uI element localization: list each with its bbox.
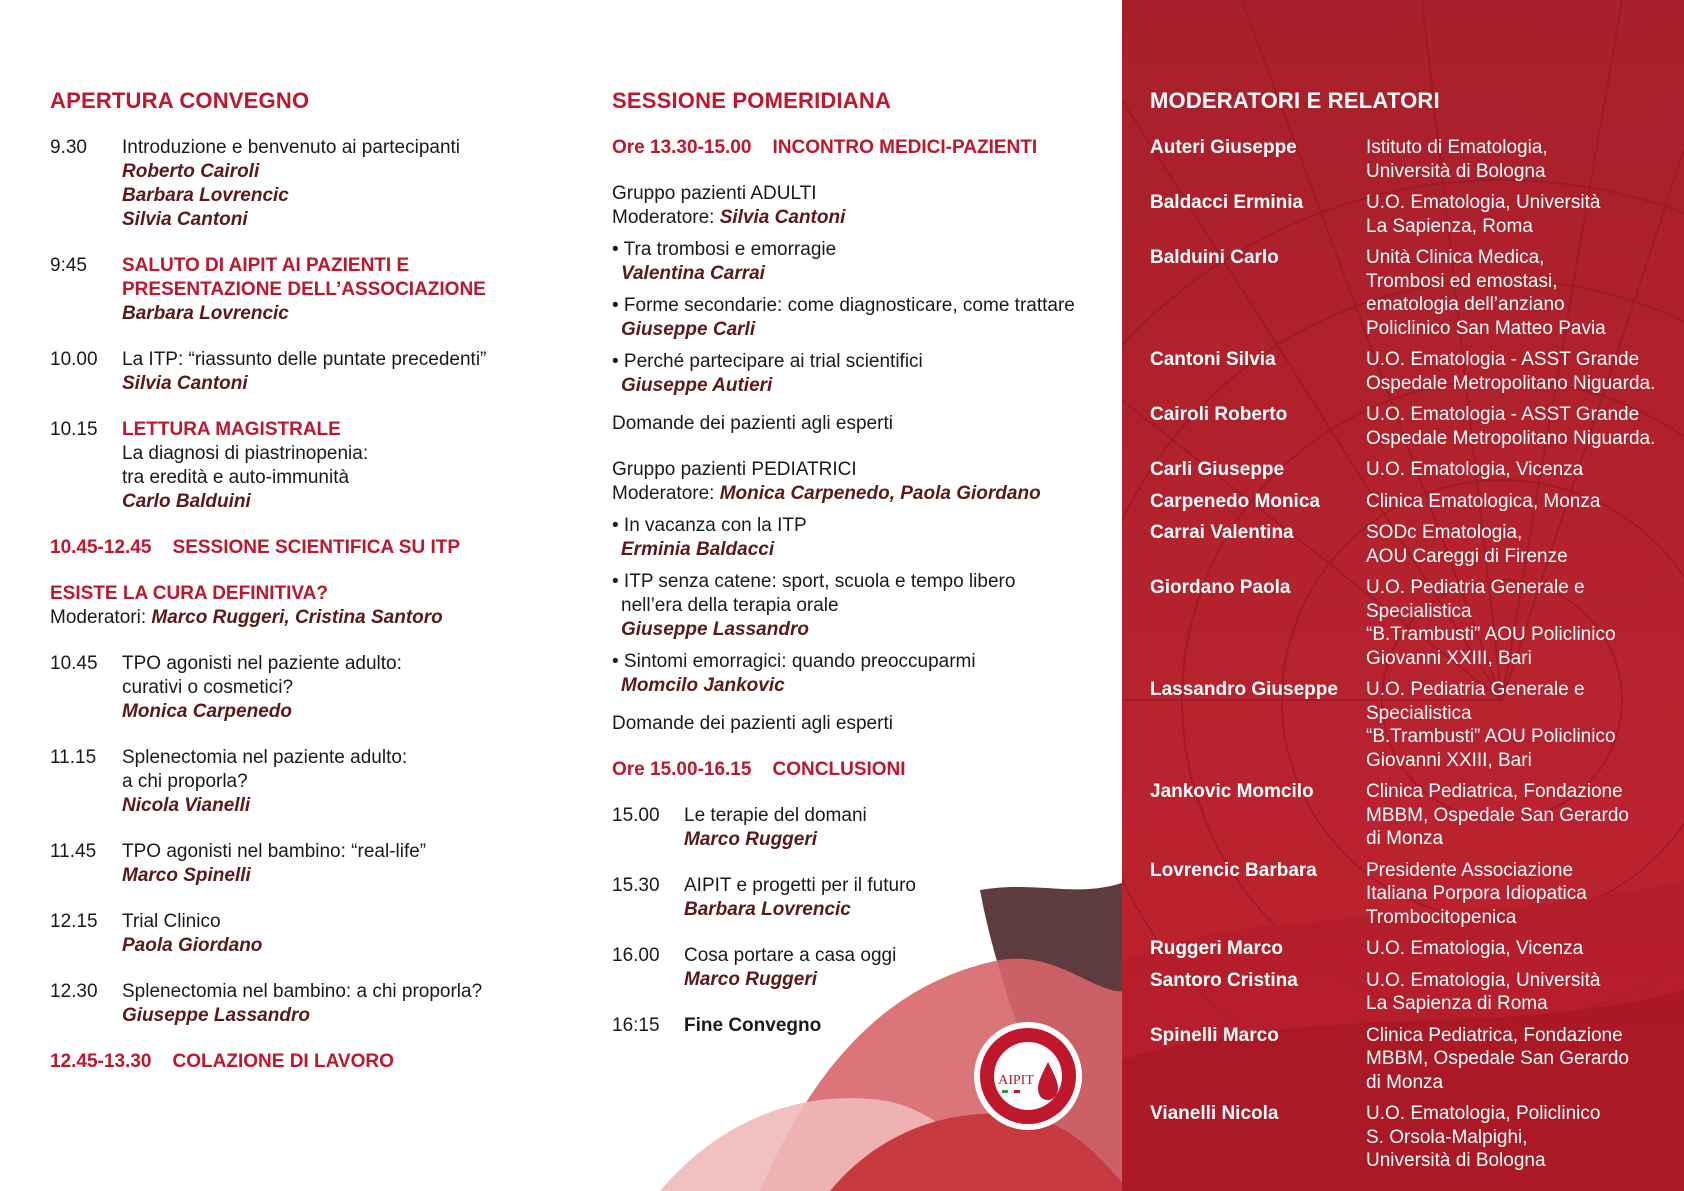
speaker-affiliation — [1366, 136, 1670, 183]
lunch-header: 12.45-13.30 COLAZIONE DI LAVORO — [50, 1051, 394, 1072]
agenda-time: 9:45 — [50, 255, 87, 276]
affiliation-line: Policlinico San Matteo Pavia — [1366, 317, 1606, 339]
agenda-time: 11.45 — [50, 841, 97, 862]
speakers-column — [1150, 88, 1670, 1181]
speaker-row — [1150, 780, 1670, 851]
speaker-affiliation — [1366, 191, 1670, 238]
speaker-name: Cantoni Silvia — [1150, 349, 1276, 370]
agenda-item — [50, 840, 570, 888]
talk-title: • ITP senza catene: sport, scuola e tempo libero — [612, 571, 1016, 592]
agenda-time: 16:15 — [612, 1015, 660, 1036]
affiliation-line: Ospedale Metropolitano Niguarda. — [1366, 372, 1656, 394]
speaker-name: Marco Ruggeri — [684, 829, 818, 850]
affiliation-line: Trombosi ed emostasi, — [1366, 270, 1558, 292]
speaker-name: Silvia Cantoni — [122, 373, 248, 394]
affiliation-line: MBBM, Ospedale San Gerardo — [1366, 1048, 1629, 1069]
speaker-row — [1150, 1024, 1670, 1095]
agenda-title: AIPIT e progetti per il futuro — [684, 875, 916, 896]
speaker-row — [1150, 458, 1670, 482]
speaker-name: Barbara Lovrencic — [122, 303, 289, 324]
speaker-row — [1150, 1102, 1670, 1173]
speaker-name: Giuseppe Carli — [621, 319, 756, 340]
agenda-time: 15.30 — [612, 875, 660, 896]
end-label: Fine Convegno — [684, 1015, 822, 1036]
agenda-time: 10.15 — [50, 419, 98, 440]
agenda-title: LETTURA MAGISTRALE — [122, 419, 341, 440]
speaker-name: Ruggeri Marco — [1150, 938, 1284, 959]
speaker-name: Baldacci Erminia — [1150, 192, 1304, 213]
affiliation-line: U.O. Ematologia, Università — [1366, 969, 1601, 991]
agenda-line: curativi o cosmetici? — [122, 677, 294, 698]
speaker-affiliation — [1366, 403, 1670, 450]
afternoon-title: SESSIONE POMERIDIANA — [612, 88, 892, 113]
agenda-title: Cosa portare a casa oggi — [684, 945, 897, 966]
agenda-item — [50, 746, 570, 818]
speaker-row — [1150, 576, 1670, 670]
affiliation-line: MBBM, Ospedale San Gerardo — [1366, 804, 1629, 826]
speaker-row — [1150, 246, 1670, 340]
opening-column — [50, 88, 570, 1096]
speaker-name: Giuseppe Lassandro — [621, 619, 809, 640]
speaker-name: Giordano Paola — [1150, 577, 1291, 598]
agenda-line: tra eredità e auto-immunità — [122, 467, 350, 488]
affiliation-line: Giovanni XXIII, Bari — [1366, 749, 1532, 771]
affiliation-line: Clinica Pediatrica, Fondazione — [1366, 1024, 1623, 1046]
agenda-title: La ITP: “riassunto delle puntate precedenti” — [122, 349, 487, 370]
speaker-row — [1150, 136, 1670, 183]
speaker-row — [1150, 191, 1670, 238]
session-header: 10.45-12.45 SESSIONE SCIENTIFICA SU ITP — [50, 537, 461, 558]
speaker-affiliation — [1366, 490, 1670, 514]
speaker-affiliation — [1366, 246, 1670, 340]
affiliation-line: La Sapienza di Roma — [1366, 993, 1548, 1014]
speaker-row — [1150, 937, 1670, 961]
affiliation-line: Università di Bologna — [1366, 160, 1546, 182]
agenda-item — [50, 910, 570, 958]
agenda-line: TPO agonisti nel bambino: “real-life” — [122, 841, 427, 862]
affiliation-line: U.O. Pediatria Generale e Specialistica — [1366, 577, 1585, 622]
speaker-name: Silvia Cantoni — [122, 209, 248, 230]
agenda-time: 16.00 — [612, 945, 660, 966]
group-title: Gruppo pazienti PEDIATRICI — [612, 459, 857, 480]
affiliation-line: SODc Ematologia, — [1366, 522, 1523, 543]
speaker-name: Roberto Cairoli — [122, 161, 260, 182]
cure-block — [50, 582, 570, 630]
speaker-name: Momcilo Jankovic — [621, 675, 785, 696]
speaker-name: Barbara Lovrencic — [684, 899, 851, 920]
speaker-name: Giuseppe Autieri — [621, 375, 773, 396]
speaker-name: Carrai Valentina — [1150, 522, 1294, 543]
agenda-line: Trial Clinico — [122, 911, 221, 932]
agenda-line: Splenectomia nel paziente adulto: — [122, 747, 408, 768]
agenda-title: Le terapie del domani — [684, 805, 867, 826]
speaker-row — [1150, 859, 1670, 930]
speaker-affiliation — [1366, 780, 1670, 851]
speaker-name: Valentina Carrai — [621, 263, 765, 284]
moderator-label: Moderatore: — [612, 483, 720, 504]
speaker-affiliation — [1366, 859, 1670, 930]
agenda-item — [50, 652, 570, 724]
talk-item — [612, 570, 1112, 642]
speaker-row — [1150, 678, 1670, 772]
moderators-label: Moderatori: — [50, 607, 152, 628]
affiliation-line: di Monza — [1366, 1071, 1444, 1093]
speaker-affiliation — [1366, 1024, 1670, 1095]
speaker-affiliation — [1366, 521, 1670, 568]
speaker-row — [1150, 490, 1670, 514]
speaker-name: Carpenedo Monica — [1150, 490, 1320, 512]
talk-title: • Forme secondarie: come diagnosticare, come trattare — [612, 295, 1075, 316]
session-header: Ore 13.30-15.00 INCONTRO MEDICI-PAZIENTI — [612, 137, 1038, 158]
speaker-row — [1150, 521, 1670, 568]
agenda-line: La diagnosi di piastrinopenia: — [122, 443, 369, 464]
agenda-time: 15.00 — [612, 805, 660, 826]
questions-line: Domande dei pazienti agli esperti — [612, 413, 893, 434]
moderator-name: Monica Carpenedo, Paola Giordano — [719, 483, 1041, 504]
agenda-item — [612, 944, 1112, 992]
speaker-name: Marco Ruggeri — [684, 969, 818, 990]
afternoon-column — [612, 88, 1112, 1060]
affiliation-line: La Sapienza, Roma — [1366, 215, 1533, 237]
affiliation-line: U.O. Ematologia, Policlinico — [1366, 1103, 1601, 1124]
speaker-name: Nicola Vianelli — [122, 795, 251, 816]
affiliation-line: U.O. Pediatria Generale e Specialistica — [1366, 679, 1585, 724]
affiliation-line: U.O. Ematologia - ASST Grande — [1366, 349, 1640, 370]
agenda-item — [612, 804, 1112, 852]
affiliation-line: ematologia dell’anziano — [1366, 294, 1565, 315]
speaker-row — [1150, 403, 1670, 450]
talk-item — [612, 238, 1112, 286]
moderators-names: Marco Ruggeri, Cristina Santoro — [151, 607, 443, 628]
group-title: Gruppo pazienti ADULTI — [612, 183, 817, 204]
moderator-label: Moderatore: — [612, 207, 720, 228]
agenda-title: Introduzione e benvenuto ai partecipanti — [122, 137, 461, 158]
speaker-name: Carlo Balduini — [122, 491, 251, 512]
affiliation-line: Italiana Porpora Idiopatica — [1366, 883, 1587, 904]
agenda-line: TPO agonisti nel paziente adulto: — [122, 653, 402, 674]
talk-item — [612, 650, 1112, 698]
speaker-name: Jankovic Momcilo — [1150, 781, 1314, 802]
talk-title-cont: nell’era della terapia orale — [621, 595, 839, 616]
speaker-affiliation — [1366, 969, 1670, 1016]
agenda-item — [50, 136, 570, 232]
speaker-name: Paola Giordano — [122, 935, 263, 956]
agenda-item — [50, 418, 570, 514]
speaker-affiliation — [1366, 1102, 1670, 1173]
speaker-name: Vianelli Nicola — [1150, 1103, 1279, 1124]
talk-item — [612, 294, 1112, 342]
agenda-time: 11.15 — [50, 747, 97, 768]
agenda-item — [612, 874, 1112, 922]
moderator-name: Silvia Cantoni — [719, 207, 846, 228]
talk-title: • In vacanza con la ITP — [612, 515, 807, 536]
speaker-name: Barbara Lovrencic — [122, 185, 289, 206]
speaker-affiliation — [1366, 678, 1670, 772]
speaker-row — [1150, 348, 1670, 395]
agenda-title: SALUTO DI AIPIT AI PAZIENTI E PRESENTAZIONE DELL’ASSOCIAZIONE — [122, 255, 486, 300]
affiliation-line: Giovanni XXIII, Bari — [1366, 647, 1532, 669]
talk-title: • Sintomi emorragici: quando preoccuparmi — [612, 651, 976, 672]
affiliation-line: Clinica Pediatrica, Fondazione — [1366, 781, 1623, 802]
affiliation-line: U.O. Ematologia, Vicenza — [1366, 459, 1584, 480]
talk-title: • Tra trombosi e emorragie — [612, 239, 837, 260]
agenda-time: 12.30 — [50, 981, 98, 1002]
agenda-time: 9.30 — [50, 137, 87, 158]
affiliation-line: Unità Clinica Medica, — [1366, 247, 1545, 268]
aipit-logo — [972, 1020, 1084, 1132]
agenda-line: Splenectomia nel bambino: a chi proporla? — [122, 981, 483, 1002]
speaker-name: Lassandro Giuseppe — [1150, 679, 1338, 700]
affiliation-line: S. Orsola-Malpighi, — [1366, 1126, 1528, 1148]
session-header: Ore 15.00-16.15 CONCLUSIONI — [612, 759, 906, 780]
affiliation-line: Istituto di Ematologia, — [1366, 137, 1548, 158]
speaker-name: Spinelli Marco — [1150, 1024, 1279, 1046]
affiliation-line: U.O. Ematologia, Università — [1366, 192, 1601, 213]
affiliation-line: Università di Bologna — [1366, 1150, 1546, 1171]
speaker-name: Santoro Cristina — [1150, 969, 1298, 991]
speaker-name: Erminia Baldacci — [621, 539, 775, 560]
agenda-item — [50, 254, 570, 326]
affiliation-line: Presidente Associazione — [1366, 859, 1574, 881]
agenda-time: 12.15 — [50, 911, 98, 932]
speaker-affiliation — [1366, 576, 1670, 670]
speaker-name: Monica Carpenedo — [122, 701, 292, 722]
agenda-item — [50, 980, 570, 1028]
speakers-title: MODERATORI E RELATORI — [1150, 88, 1440, 113]
logo-text: AIPIT — [998, 1073, 1034, 1088]
affiliation-line: U.O. Ematologia, Vicenza — [1366, 938, 1584, 959]
affiliation-line: “B.Trambusti” AOU Policlinico — [1366, 624, 1616, 645]
affiliation-line: Trombocitopenica — [1366, 906, 1517, 928]
speakers-list — [1150, 136, 1670, 1173]
speaker-name: Auteri Giuseppe — [1150, 137, 1297, 158]
speaker-affiliation — [1366, 348, 1670, 395]
speaker-name: Giuseppe Lassandro — [122, 1005, 310, 1026]
agenda-time: 10.45 — [50, 653, 98, 674]
speaker-name: Cairoli Roberto — [1150, 404, 1288, 425]
talk-title: • Perché partecipare ai trial scientifici — [612, 351, 923, 372]
opening-title: APERTURA CONVEGNO — [50, 88, 310, 113]
affiliation-line: AOU Careggi di Firenze — [1366, 545, 1568, 567]
speaker-affiliation — [1366, 458, 1670, 482]
cure-title: ESISTE LA CURA DEFINITIVA? — [50, 583, 328, 604]
agenda-time: 10.00 — [50, 349, 98, 370]
questions-line: Domande dei pazienti agli esperti — [612, 713, 893, 734]
affiliation-line: “B.Trambusti” AOU Policlinico — [1366, 726, 1616, 747]
affiliation-line: Ospedale Metropolitano Niguarda. — [1366, 427, 1656, 449]
speaker-affiliation — [1366, 937, 1670, 961]
talk-item — [612, 514, 1112, 562]
speaker-name: Carli Giuseppe — [1150, 459, 1285, 480]
speaker-row — [1150, 969, 1670, 1016]
speaker-name: Lovrencic Barbara — [1150, 859, 1317, 881]
agenda-line: a chi proporla? — [122, 771, 248, 792]
talk-item — [612, 350, 1112, 398]
agenda-item — [50, 348, 570, 396]
affiliation-line: Clinica Ematologica, Monza — [1366, 490, 1601, 512]
speaker-name: Balduini Carlo — [1150, 247, 1279, 268]
speaker-name: Marco Spinelli — [122, 865, 251, 886]
affiliation-line: di Monza — [1366, 828, 1444, 849]
affiliation-line: U.O. Ematologia - ASST Grande — [1366, 404, 1640, 425]
